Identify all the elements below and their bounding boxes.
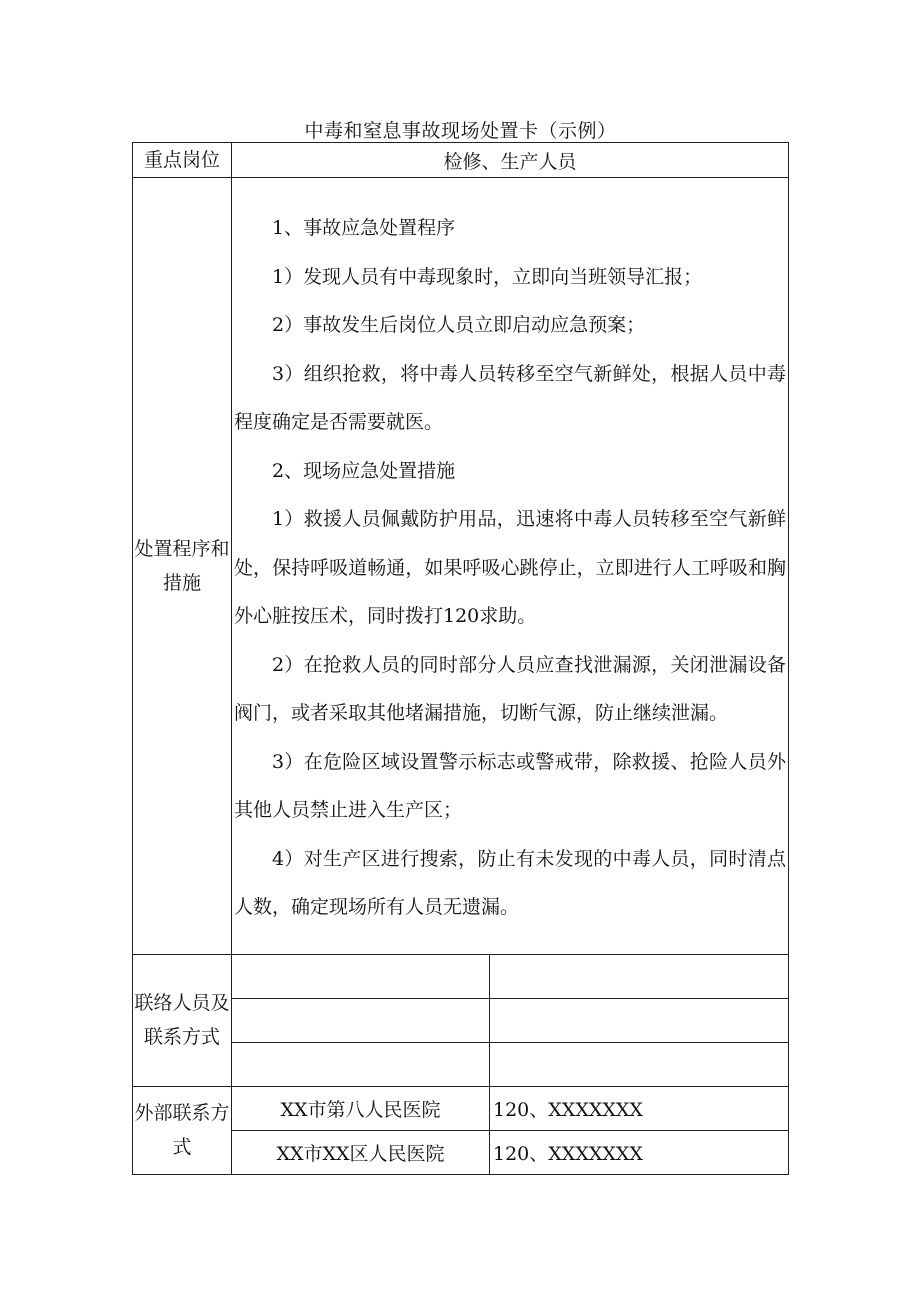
contact-phone-cell xyxy=(490,954,789,998)
procedure-label: 处置程序和措施 xyxy=(133,178,232,955)
key-post-value: 检修、生产人员 xyxy=(232,143,789,178)
procedure-paragraph: 3）组织抢救，将中毒人员转移至空气新鲜处，根据人员中毒程度确定是否需要就医。 xyxy=(234,362,787,433)
key-post-label: 重点岗位 xyxy=(133,143,232,178)
contact-name-cell xyxy=(232,954,490,998)
contact-name-cell xyxy=(232,998,490,1042)
procedure-paragraph: 2）在抢救人员的同时部分人员应查找泄漏源，关闭泄漏设备阀门，或者采取其他堵漏措施，切断气源，防止继续泄漏。 xyxy=(234,653,787,724)
external-name: XX市XX区人民医院 xyxy=(232,1130,490,1174)
procedure-row xyxy=(133,178,789,955)
document-title: 中毒和窒息事故现场处置卡（示例） xyxy=(304,120,617,142)
contact-phone-cell xyxy=(490,998,789,1042)
procedure-paragraph: 3）在危险区域设置警示标志或警戒带，除救援、抢险人员外其他人员禁止进入生产区； xyxy=(234,750,787,821)
contact-row xyxy=(133,954,789,998)
procedure-paragraph: 1、事故应急处置程序 xyxy=(272,217,456,239)
procedure-paragraph: 1）发现人员有中毒现象时，立即向当班领导汇报； xyxy=(272,265,703,288)
contact-phone-cell xyxy=(490,1042,789,1086)
external-name: XX市第八人民医院 xyxy=(232,1086,490,1130)
contact-row xyxy=(133,998,789,1042)
external-row xyxy=(133,1130,789,1174)
procedure-paragraph: 2）事故发生后岗位人员立即启动应急预案； xyxy=(272,314,646,336)
contact-name-cell xyxy=(232,1042,490,1086)
contacts-label: 联络人员及联系方式 xyxy=(133,954,232,1086)
disposal-card-table xyxy=(132,142,789,1175)
external-label: 外部联系方式 xyxy=(133,1086,232,1174)
procedure-content xyxy=(232,178,789,955)
external-phone: 120、XXXXXXX xyxy=(490,1130,789,1174)
contact-row xyxy=(133,1042,789,1086)
external-phone: 120、XXXXXXX xyxy=(490,1086,789,1130)
header-row xyxy=(133,143,789,178)
external-row xyxy=(133,1086,789,1130)
procedure-paragraph: 1）救援人员佩戴防护用品，迅速将中毒人员转移至空气新鲜处，保持呼吸道畅通，如果呼吸心跳停止，立即进行人工呼吸和胸外心脏按压术，同时拨打120求助。 xyxy=(234,508,787,627)
procedure-paragraph: 4）对生产区进行搜索，防止有未发现的中毒人员，同时清点人数，确定现场所有人员无遗漏。 xyxy=(234,847,787,918)
procedure-paragraph: 2、现场应急处置措施 xyxy=(272,459,456,482)
